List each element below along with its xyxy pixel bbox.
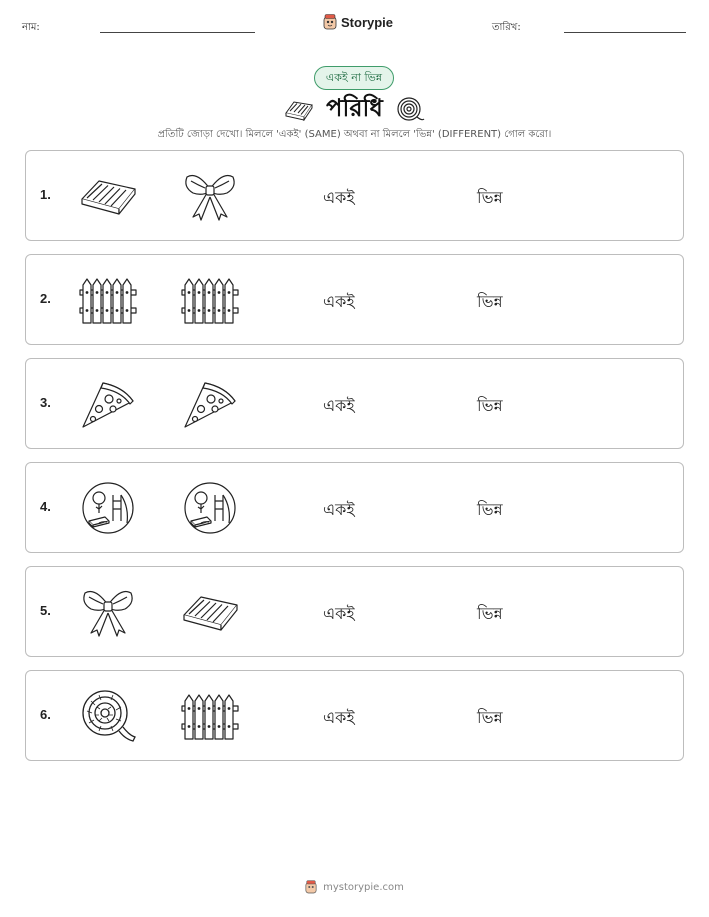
row-number: 6. [40, 707, 51, 722]
pair-row-6 [25, 670, 684, 761]
pair-row-2 [25, 254, 684, 345]
activity-type-badge: একই না ভিন্ন [314, 66, 394, 90]
same-option[interactable]: একই [323, 708, 355, 727]
name-field[interactable] [100, 32, 255, 33]
mattress-icon [181, 585, 239, 639]
pair-row-1 [25, 150, 684, 241]
brand-logo [323, 14, 393, 30]
playground-icon [181, 481, 239, 535]
pair-row-5 [25, 566, 684, 657]
title-row [0, 90, 709, 130]
storypie-mascot-icon [305, 880, 317, 894]
brand-name: Storypie [341, 14, 394, 30]
pizza-slice-icon [181, 377, 239, 431]
rope-coil-icon [79, 689, 137, 743]
mattress-icon [284, 99, 314, 121]
footer-url[interactable]: mystorypie.com [323, 881, 404, 893]
rope-coil-icon [395, 97, 425, 123]
same-option[interactable]: একই [323, 396, 355, 415]
same-option[interactable]: একই [323, 500, 355, 519]
storypie-mascot-icon [323, 14, 337, 30]
row-number: 4. [40, 499, 51, 514]
playground-icon [79, 481, 137, 535]
different-option[interactable]: ভিন্ন [477, 604, 503, 623]
instructions: প্রতিটি জোড়া দেখো। মিললে 'একই' (SAME) অথবা না মিললে 'ভিন্ন' (DIFFERENT) গোল করো। [157, 129, 552, 140]
page-title: পরিধি [326, 94, 383, 122]
different-option[interactable]: ভিন্ন [477, 292, 503, 311]
footer [0, 880, 709, 894]
different-option[interactable]: ভিন্ন [477, 396, 503, 415]
pair-row-4 [25, 462, 684, 553]
fence-icon [79, 273, 137, 327]
row-number: 3. [40, 395, 51, 410]
row-number: 5. [40, 603, 51, 618]
pair-row-3 [25, 358, 684, 449]
date-label: তারিখ: [492, 22, 521, 33]
bow-icon [181, 169, 239, 223]
same-option[interactable]: একই [323, 604, 355, 623]
different-option[interactable]: ভিন্ন [477, 500, 503, 519]
date-field[interactable] [564, 32, 686, 33]
fence-icon [181, 273, 239, 327]
same-option[interactable]: একই [323, 292, 355, 311]
same-option[interactable]: একই [323, 188, 355, 207]
different-option[interactable]: ভিন্ন [477, 188, 503, 207]
row-number: 2. [40, 291, 51, 306]
row-number: 1. [40, 187, 51, 202]
name-label: নাম: [22, 22, 40, 33]
mattress-icon [79, 169, 137, 223]
pizza-slice-icon [79, 377, 137, 431]
different-option[interactable]: ভিন্ন [477, 708, 503, 727]
bow-icon [79, 585, 137, 639]
fence-icon [181, 689, 239, 743]
